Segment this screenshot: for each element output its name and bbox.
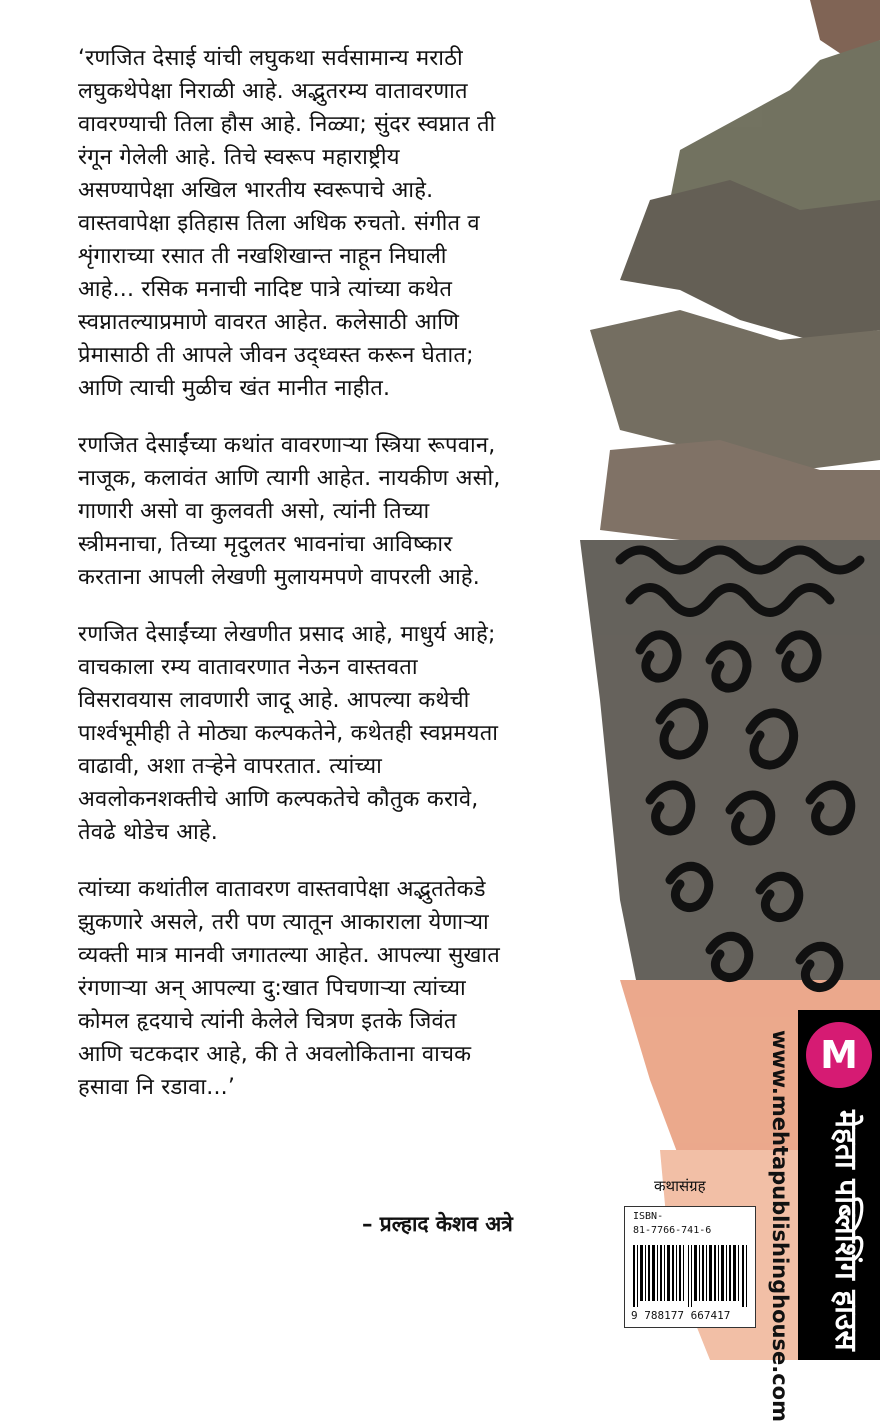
text-line: स्त्रीमनाचा, तिच्या मृदुलतर भावनांचा आविष्कार — [78, 532, 453, 557]
text-line: ‘रणजित देसाई यांची लघुकथा सर्वसामान्य मराठी — [78, 46, 463, 71]
text-line: आणि चटकदार आहे, की ते अवलोकिताना वाचक — [78, 1042, 472, 1067]
text-line: स्वप्नातल्याप्रमाणे वावरत आहेत. कलेसाठी आणि — [78, 310, 460, 335]
publisher-url: www.mehtapublishinghouse.com — [768, 1030, 792, 1422]
text-line: व्यक्ती मात्र मानवी जगातल्या आहेत. आपल्या सुखात — [78, 943, 501, 968]
paragraph-1 — [78, 42, 598, 405]
text-line: रणजित देसाईंच्या कथांत वावरणाऱ्या स्त्रिया रूपवान, — [78, 433, 496, 458]
text-line: नाजूक, कलावंत आणि त्यागी आहेत. नायकीण असो, — [78, 466, 501, 491]
isbn-barcode — [624, 1206, 756, 1328]
logo-mark: M — [820, 1033, 858, 1077]
publisher-logo-strip — [798, 1010, 880, 1360]
paragraph-2 — [78, 429, 598, 594]
paragraph-3 — [78, 618, 598, 849]
text-line: अवलोकनशक्तीचे आणि कल्पकतेचे कौतुक करावे, — [78, 787, 479, 812]
text-line: करताना आपली लेखणी मुलायमपणे वापरली आहे. — [78, 565, 481, 590]
text-line: पार्श्वभूमीही ते मोठ्या कल्पकतेने, कथेतही स्वप्नमयता — [78, 721, 499, 746]
text-line: वाचकाला रम्य वातावरणात नेऊन वास्तवता — [78, 655, 418, 680]
publisher-logo-icon — [806, 1022, 872, 1088]
text-line: विसरावयास लावणारी जादू आहे. आपल्या कथेची — [78, 688, 470, 713]
text-line: हसावा नि रडावा...’ — [78, 1075, 236, 1100]
text-line: वास्तवापेक्षा इतिहास तिला अधिक रुचतो. संगीत व — [78, 211, 480, 236]
paragraph-4 — [78, 873, 598, 1104]
text-line: तेवढे थोडेच आहे. — [78, 820, 218, 845]
text-line: वाढावी, अशा तऱ्हेने वापरतात. त्यांच्या — [78, 754, 383, 779]
attribution: – प्रल्हाद केशव अत्रे — [362, 1212, 513, 1236]
text-line: झुकणारे असले, तरी पण त्यातून आकाराला येणाऱ्या — [78, 910, 489, 935]
text-line: रंगणाऱ्या अन् आपल्या दु:खात पिचणाऱ्या त्यांच्या — [78, 976, 466, 1001]
back-cover-text — [78, 42, 598, 1128]
text-line: शृंगाराच्या रसात ती नखशिखान्त नाहून निघाली — [78, 244, 447, 269]
text-line: रंगून गेलेली आहे. तिचे स्वरूप महाराष्ट्रीय — [78, 145, 400, 170]
text-line: वावरण्याची तिला हौस आहे. निळ्या; सुंदर स्वप्नात ती — [78, 112, 496, 137]
ean-number: 9 788177 667417 — [631, 1309, 731, 1322]
text-line: रणजित देसाईंच्या लेखणीत प्रसाद आहे, माधुर्य आहे; — [78, 622, 496, 647]
text-line: आणि त्याची मुळीच खंत मानीत नाहीत. — [78, 376, 391, 401]
genre-label: कथासंग्रह — [654, 1177, 706, 1195]
text-line: असण्यापेक्षा अखिल भारतीय स्वरूपाचे आहे. — [78, 178, 434, 203]
text-line: कोमल हृदयाचे त्यांनी केलेले चित्रण इतके जिवंत — [78, 1009, 457, 1034]
text-line: त्यांच्या कथांतील वातावरण वास्तवापेक्षा अद्भुततेकडे — [78, 877, 486, 902]
publisher-name: मेहता पब्लिशिंग हाउस — [828, 1110, 863, 1351]
text-line: लघुकथेपेक्षा निराळी आहे. अद्भुतरम्य वातावरणात — [78, 79, 468, 104]
isbn-label: ISBN- — [633, 1211, 664, 1222]
barcode-bars — [631, 1245, 749, 1307]
text-line: आहे... रसिक मनाची नादिष्ट पात्रे त्यांच्या कथेत — [78, 277, 453, 302]
text-line: प्रेमासाठी ती आपले जीवन उद्ध्वस्त करून घेतात; — [78, 343, 474, 368]
text-line: गाणारी असो वा कुलवती असो, त्यांनी तिच्या — [78, 499, 430, 524]
isbn-number: 81-7766-741-6 — [633, 1225, 712, 1236]
